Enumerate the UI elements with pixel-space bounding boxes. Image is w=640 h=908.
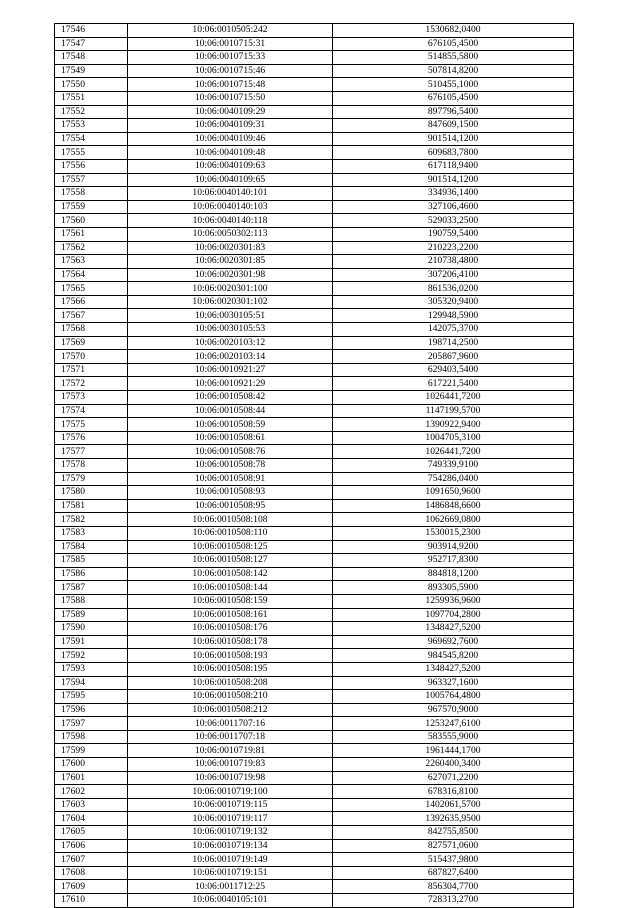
row-number-cell: 17597 (55, 717, 128, 731)
row-number-cell: 17601 (55, 771, 128, 785)
row-number-cell: 17557 (55, 173, 128, 187)
table-row (55, 853, 574, 867)
row-number-cell: 17569 (55, 336, 128, 350)
table-row (55, 717, 574, 731)
cadastral-number-cell: 10:06:0020103:12 (128, 336, 333, 350)
row-number-cell: 17562 (55, 241, 128, 255)
cadastral-number-cell: 10:06:0010508:193 (128, 649, 333, 663)
table-row (55, 459, 574, 473)
cadastral-number-cell: 10:06:0010719:149 (128, 853, 333, 867)
value-cell: 1392635,9500 (333, 812, 574, 826)
cadastral-number-cell: 10:06:0010715:33 (128, 51, 333, 65)
value-cell: 856304,7700 (333, 880, 574, 894)
table-row (55, 418, 574, 432)
row-number-cell: 17583 (55, 526, 128, 540)
cadastral-number-cell: 10:06:0040109:65 (128, 173, 333, 187)
value-cell: 514855,5800 (333, 51, 574, 65)
row-number-cell: 17607 (55, 853, 128, 867)
value-cell: 827571,0600 (333, 839, 574, 853)
cadastral-number-cell: 10:06:0010719:117 (128, 812, 333, 826)
table-row (55, 486, 574, 500)
row-number-cell: 17593 (55, 662, 128, 676)
row-number-cell: 17570 (55, 350, 128, 364)
cadastral-number-cell: 10:06:0010508:127 (128, 554, 333, 568)
table-row (55, 690, 574, 704)
row-number-cell: 17563 (55, 255, 128, 269)
table-row (55, 268, 574, 282)
value-cell: 629403,5400 (333, 363, 574, 377)
row-number-cell: 17552 (55, 105, 128, 119)
row-number-cell: 17610 (55, 894, 128, 908)
table-row (55, 377, 574, 391)
value-cell: 847609,1500 (333, 119, 574, 133)
cadastral-number-cell: 10:06:0040109:46 (128, 132, 333, 146)
cadastral-number-cell: 10:06:0030105:51 (128, 309, 333, 323)
cadastral-number-cell: 10:06:0010508:176 (128, 622, 333, 636)
row-number-cell: 17554 (55, 132, 128, 146)
value-cell: 676105,4500 (333, 91, 574, 105)
value-cell: 1348427,5200 (333, 622, 574, 636)
table-row (55, 146, 574, 160)
table-row (55, 295, 574, 309)
cadastral-number-cell: 10:06:0010508:91 (128, 472, 333, 486)
table-row (55, 255, 574, 269)
value-cell: 1961444,1700 (333, 744, 574, 758)
row-number-cell: 17603 (55, 798, 128, 812)
row-number-cell: 17546 (55, 24, 128, 38)
value-cell: 1026441,7200 (333, 391, 574, 405)
data-table (54, 23, 574, 908)
table-row (55, 404, 574, 418)
value-cell: 1530015,2300 (333, 526, 574, 540)
row-number-cell: 17600 (55, 758, 128, 772)
cadastral-number-cell: 10:06:0010508:208 (128, 676, 333, 690)
table-row (55, 649, 574, 663)
cadastral-number-cell: 10:06:0010719:134 (128, 839, 333, 853)
cadastral-number-cell: 10:06:0020301:98 (128, 268, 333, 282)
value-cell: 1390922,9400 (333, 418, 574, 432)
value-cell: 963327,1600 (333, 676, 574, 690)
cadastral-number-cell: 10:06:0040109:63 (128, 159, 333, 173)
cadastral-number-cell: 10:06:0010508:78 (128, 459, 333, 473)
row-number-cell: 17547 (55, 37, 128, 51)
table-row (55, 785, 574, 799)
table-row (55, 866, 574, 880)
table-row (55, 350, 574, 364)
row-number-cell: 17572 (55, 377, 128, 391)
row-number-cell: 17605 (55, 826, 128, 840)
cadastral-number-cell: 10:06:0010508:142 (128, 567, 333, 581)
value-cell: 749339,9100 (333, 459, 574, 473)
cadastral-number-cell: 10:06:0030105:53 (128, 323, 333, 337)
table-row (55, 159, 574, 173)
value-cell: 676105,4500 (333, 37, 574, 51)
row-number-cell: 17591 (55, 635, 128, 649)
row-number-cell: 17549 (55, 64, 128, 78)
cadastral-number-cell: 10:06:0011712:25 (128, 880, 333, 894)
row-number-cell: 17588 (55, 594, 128, 608)
table-row (55, 839, 574, 853)
table-row (55, 214, 574, 228)
value-cell: 1147199,5700 (333, 404, 574, 418)
table-row (55, 540, 574, 554)
table-row (55, 119, 574, 133)
table-row (55, 309, 574, 323)
value-cell: 210738,4800 (333, 255, 574, 269)
cadastral-number-cell: 10:06:0040140:118 (128, 214, 333, 228)
table-row (55, 758, 574, 772)
value-cell: 1530682,0400 (333, 24, 574, 38)
value-cell: 210223,2200 (333, 241, 574, 255)
value-cell: 583555,9000 (333, 730, 574, 744)
table-row (55, 622, 574, 636)
value-cell: 190759,5400 (333, 227, 574, 241)
value-cell: 1486848,6600 (333, 499, 574, 513)
cadastral-number-cell: 10:06:0010508:178 (128, 635, 333, 649)
cadastral-number-cell: 10:06:0020103:14 (128, 350, 333, 364)
row-number-cell: 17551 (55, 91, 128, 105)
value-cell: 1348427,5200 (333, 662, 574, 676)
row-number-cell: 17587 (55, 581, 128, 595)
value-cell: 969692,7600 (333, 635, 574, 649)
value-cell: 1004705,3100 (333, 431, 574, 445)
cadastral-number-cell: 10:06:0010508:195 (128, 662, 333, 676)
cadastral-number-cell: 10:06:0010508:42 (128, 391, 333, 405)
value-cell: 1402061,5700 (333, 798, 574, 812)
table-row (55, 771, 574, 785)
row-number-cell: 17584 (55, 540, 128, 554)
value-cell: 903914,9200 (333, 540, 574, 554)
row-number-cell: 17608 (55, 866, 128, 880)
table-row (55, 78, 574, 92)
table-row (55, 499, 574, 513)
value-cell: 529033,2500 (333, 214, 574, 228)
cadastral-number-cell: 10:06:0010508:61 (128, 431, 333, 445)
value-cell: 205867,9600 (333, 350, 574, 364)
cadastral-number-cell: 10:06:0010508:210 (128, 690, 333, 704)
row-number-cell: 17561 (55, 227, 128, 241)
table-row (55, 703, 574, 717)
cadastral-number-cell: 10:06:0010921:29 (128, 377, 333, 391)
table-row (55, 64, 574, 78)
value-cell: 687827,6400 (333, 866, 574, 880)
value-cell: 334936,1400 (333, 187, 574, 201)
table-row (55, 880, 574, 894)
row-number-cell: 17578 (55, 459, 128, 473)
table-row (55, 187, 574, 201)
table-row (55, 282, 574, 296)
value-cell: 884818,1200 (333, 567, 574, 581)
value-cell: 1005764,4800 (333, 690, 574, 704)
cadastral-number-cell: 10:06:0020301:100 (128, 282, 333, 296)
row-number-cell: 17560 (55, 214, 128, 228)
value-cell: 901514,1200 (333, 132, 574, 146)
table-row (55, 567, 574, 581)
cadastral-number-cell: 10:06:0010508:108 (128, 513, 333, 527)
cadastral-number-cell: 10:06:0010719:83 (128, 758, 333, 772)
cadastral-number-cell: 10:06:0010508:76 (128, 445, 333, 459)
cadastral-number-cell: 10:06:0010508:125 (128, 540, 333, 554)
row-number-cell: 17568 (55, 323, 128, 337)
value-cell: 1097704,2800 (333, 608, 574, 622)
row-number-cell: 17565 (55, 282, 128, 296)
value-cell: 198714,2500 (333, 336, 574, 350)
row-number-cell: 17576 (55, 431, 128, 445)
row-number-cell: 17596 (55, 703, 128, 717)
cadastral-number-cell: 10:06:0010508:95 (128, 499, 333, 513)
table-row (55, 608, 574, 622)
value-cell: 897796,5400 (333, 105, 574, 119)
value-cell: 678316,8100 (333, 785, 574, 799)
row-number-cell: 17579 (55, 472, 128, 486)
cadastral-number-cell: 10:06:0010715:46 (128, 64, 333, 78)
table-row (55, 173, 574, 187)
value-cell: 305320,9400 (333, 295, 574, 309)
cadastral-number-cell: 10:06:0040109:29 (128, 105, 333, 119)
table-row (55, 812, 574, 826)
table-row (55, 336, 574, 350)
table-row (55, 200, 574, 214)
value-cell: 984545,8200 (333, 649, 574, 663)
row-number-cell: 17598 (55, 730, 128, 744)
value-cell: 307206,4100 (333, 268, 574, 282)
row-number-cell: 17592 (55, 649, 128, 663)
table-row (55, 472, 574, 486)
cadastral-number-cell: 10:06:0010719:100 (128, 785, 333, 799)
value-cell: 952717,8300 (333, 554, 574, 568)
value-cell: 1091650,9600 (333, 486, 574, 500)
cadastral-number-cell: 10:06:0011707:16 (128, 717, 333, 731)
row-number-cell: 17590 (55, 622, 128, 636)
row-number-cell: 17575 (55, 418, 128, 432)
row-number-cell: 17564 (55, 268, 128, 282)
row-number-cell: 17550 (55, 78, 128, 92)
value-cell: 2260400,3400 (333, 758, 574, 772)
cadastral-number-cell: 10:06:0010508:161 (128, 608, 333, 622)
table-row (55, 513, 574, 527)
cadastral-number-cell: 10:06:0010715:31 (128, 37, 333, 51)
cadastral-number-cell: 10:06:0010508:144 (128, 581, 333, 595)
cadastral-number-cell: 10:06:0010505:242 (128, 24, 333, 38)
table-row (55, 594, 574, 608)
table-row (55, 554, 574, 568)
cadastral-number-cell: 10:06:0010508:110 (128, 526, 333, 540)
cadastral-number-cell: 10:06:0020301:83 (128, 241, 333, 255)
row-number-cell: 17577 (55, 445, 128, 459)
table-row (55, 894, 574, 908)
table-row (55, 91, 574, 105)
value-cell: 893305,5900 (333, 581, 574, 595)
value-cell: 728313,2700 (333, 894, 574, 908)
table-row (55, 227, 574, 241)
row-number-cell: 17606 (55, 839, 128, 853)
table-row (55, 431, 574, 445)
cadastral-number-cell: 10:06:0010719:98 (128, 771, 333, 785)
cadastral-number-cell: 10:06:0010508:59 (128, 418, 333, 432)
table-row (55, 391, 574, 405)
row-number-cell: 17558 (55, 187, 128, 201)
value-cell: 617221,5400 (333, 377, 574, 391)
table-row (55, 635, 574, 649)
table-row (55, 132, 574, 146)
row-number-cell: 17585 (55, 554, 128, 568)
cadastral-number-cell: 10:06:0010719:132 (128, 826, 333, 840)
row-number-cell: 17548 (55, 51, 128, 65)
cadastral-number-cell: 10:06:0011707:18 (128, 730, 333, 744)
value-cell: 617118,9400 (333, 159, 574, 173)
value-cell: 754286,0400 (333, 472, 574, 486)
row-number-cell: 17609 (55, 880, 128, 894)
row-number-cell: 17566 (55, 295, 128, 309)
value-cell: 142075,3700 (333, 323, 574, 337)
value-cell: 1259936,9600 (333, 594, 574, 608)
row-number-cell: 17595 (55, 690, 128, 704)
cadastral-number-cell: 10:06:0020301:85 (128, 255, 333, 269)
table-row (55, 323, 574, 337)
cadastral-number-cell: 10:06:0040109:31 (128, 119, 333, 133)
table-row (55, 826, 574, 840)
cadastral-number-cell: 10:06:0010508:159 (128, 594, 333, 608)
table-row (55, 37, 574, 51)
table-row (55, 526, 574, 540)
row-number-cell: 17574 (55, 404, 128, 418)
row-number-cell: 17586 (55, 567, 128, 581)
table-row (55, 445, 574, 459)
cadastral-number-cell: 10:06:0050302:113 (128, 227, 333, 241)
cadastral-number-cell: 10:06:0040109:48 (128, 146, 333, 160)
value-cell: 510455,1000 (333, 78, 574, 92)
value-cell: 129948,5900 (333, 309, 574, 323)
table-row (55, 363, 574, 377)
cadastral-number-cell: 10:06:0010508:93 (128, 486, 333, 500)
row-number-cell: 17602 (55, 785, 128, 799)
table-row (55, 730, 574, 744)
table-row (55, 105, 574, 119)
value-cell: 1062669,0800 (333, 513, 574, 527)
row-number-cell: 17567 (55, 309, 128, 323)
table-row (55, 676, 574, 690)
cadastral-number-cell: 10:06:0010719:115 (128, 798, 333, 812)
row-number-cell: 17589 (55, 608, 128, 622)
row-number-cell: 17555 (55, 146, 128, 160)
row-number-cell: 17553 (55, 119, 128, 133)
row-number-cell: 17559 (55, 200, 128, 214)
table-row (55, 241, 574, 255)
row-number-cell: 17599 (55, 744, 128, 758)
row-number-cell: 17582 (55, 513, 128, 527)
cadastral-number-cell: 10:06:0010719:151 (128, 866, 333, 880)
table-row (55, 798, 574, 812)
cadastral-number-cell: 10:06:0010719:81 (128, 744, 333, 758)
value-cell: 967570,9000 (333, 703, 574, 717)
cadastral-number-cell: 10:06:0040105:101 (128, 894, 333, 908)
row-number-cell: 17571 (55, 363, 128, 377)
table-row (55, 744, 574, 758)
cadastral-number-cell: 10:06:0010715:48 (128, 78, 333, 92)
table-row (55, 662, 574, 676)
cadastral-number-cell: 10:06:0020301:102 (128, 295, 333, 309)
table-row (55, 581, 574, 595)
row-number-cell: 17594 (55, 676, 128, 690)
cadastral-number-cell: 10:06:0010508:44 (128, 404, 333, 418)
cadastral-number-cell: 10:06:0010508:212 (128, 703, 333, 717)
table-row (55, 51, 574, 65)
row-number-cell: 17604 (55, 812, 128, 826)
value-cell: 1026441,7200 (333, 445, 574, 459)
value-cell: 1253247,6100 (333, 717, 574, 731)
value-cell: 515437,9800 (333, 853, 574, 867)
value-cell: 901514,1200 (333, 173, 574, 187)
row-number-cell: 17581 (55, 499, 128, 513)
value-cell: 842755,8500 (333, 826, 574, 840)
row-number-cell: 17580 (55, 486, 128, 500)
cadastral-number-cell: 10:06:0010715:50 (128, 91, 333, 105)
cadastral-number-cell: 10:06:0040140:103 (128, 200, 333, 214)
table-body (55, 24, 574, 908)
value-cell: 327106,4600 (333, 200, 574, 214)
value-cell: 861536,0200 (333, 282, 574, 296)
table-row (55, 24, 574, 38)
value-cell: 627071,2200 (333, 771, 574, 785)
value-cell: 507814,8200 (333, 64, 574, 78)
row-number-cell: 17556 (55, 159, 128, 173)
row-number-cell: 17573 (55, 391, 128, 405)
cadastral-number-cell: 10:06:0040140:101 (128, 187, 333, 201)
cadastral-number-cell: 10:06:0010921:27 (128, 363, 333, 377)
value-cell: 609683,7800 (333, 146, 574, 160)
